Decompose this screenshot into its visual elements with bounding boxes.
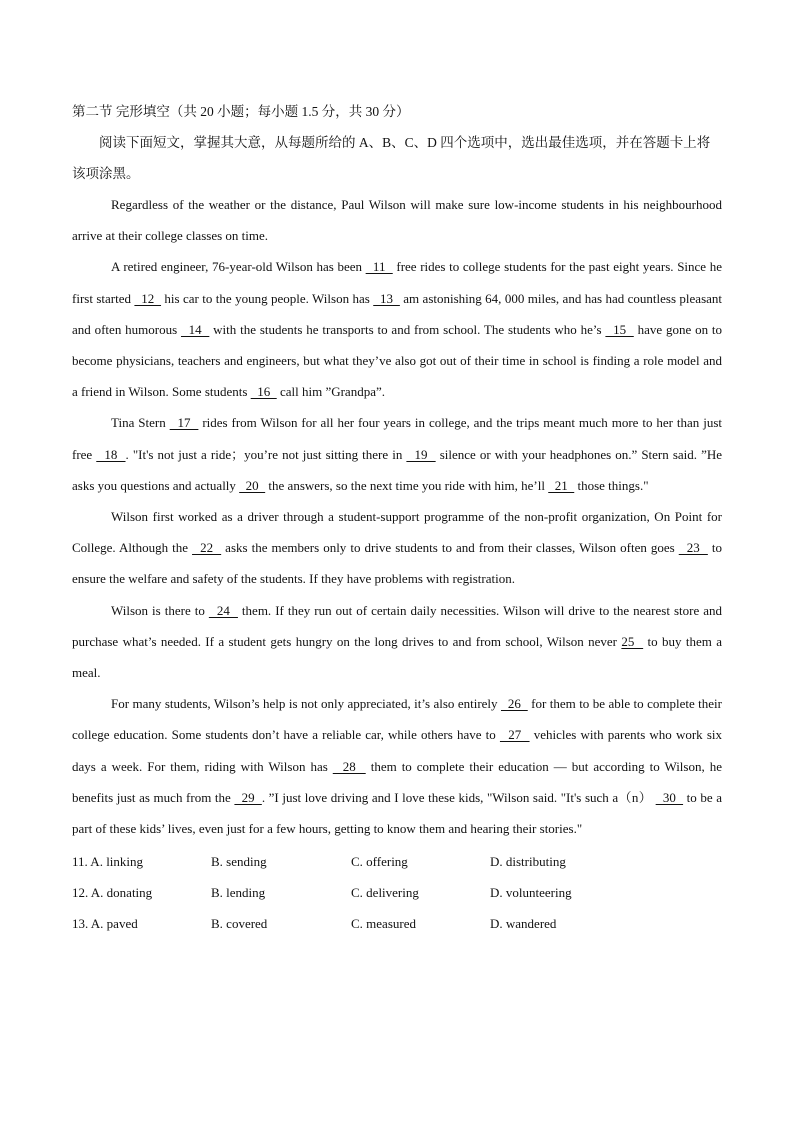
blank-number: 25: [621, 633, 644, 649]
blank-number: 22: [192, 540, 222, 556]
passage-text: vehicles with parents who work six days a week. For them, riding with Wilson has: [72, 727, 726, 774]
blank-number: 28: [332, 758, 366, 774]
option-b: B. lending: [211, 885, 266, 901]
blank-number: 12: [134, 290, 162, 306]
passage-text: Regardless of the weather or the distance, Paul Wilson will make sure low-income students in his neighbourhood arrive at their college classes on time.: [72, 197, 726, 244]
option-c: C. measured: [351, 916, 416, 932]
option-row: [72, 908, 722, 939]
blank-number: 29: [234, 789, 262, 805]
passage-text: those things.": [574, 477, 649, 493]
passage-text: Wilson first worked as a driver through a student-support programme of the non-profit organization, On Point for College. Although the: [72, 509, 726, 556]
option-row: [72, 846, 722, 877]
passage-text: to buy them a meal.: [72, 633, 726, 681]
passage-paragraph: [72, 501, 726, 595]
passage-text: . "It's not just a ride；you’re not just sitting there in: [125, 446, 407, 462]
option-b: B. covered: [211, 916, 268, 932]
passage: [72, 189, 726, 844]
passage-paragraph: [72, 189, 726, 251]
passage-text: for them to be able to complete their college education. Some students don’t have a reliable car, while others have to: [72, 696, 726, 743]
document-page: [72, 96, 726, 939]
option-a: 12. A. donating: [72, 885, 153, 901]
passage-paragraph: [72, 595, 726, 689]
option-b: B. sending: [211, 854, 267, 870]
passage-paragraph: [72, 688, 726, 844]
blank-number: 24: [208, 602, 238, 618]
passage-text: his car to the young people. Wilson has: [161, 290, 374, 306]
passage-text: Wilson is there to: [111, 602, 209, 618]
passage-text: asks the members only to drive students to and from their classes, Wilson often goes: [221, 540, 679, 556]
blank-number: 27: [499, 727, 530, 743]
option-c: C. offering: [351, 854, 408, 870]
option-c: C. delivering: [351, 885, 419, 901]
passage-text: free rides to college students for the past eight years. Since he first started: [72, 259, 726, 306]
blank-number: 14: [180, 321, 210, 337]
passage-paragraph: [72, 407, 726, 501]
passage-text: them to complete their education — but according to Wilson, he benefits just as much from the: [72, 758, 726, 805]
blank-number: 18: [96, 446, 126, 462]
passage-text: A retired engineer, 76-year-old Wilson has been: [111, 259, 366, 275]
blank-number: 30: [655, 789, 684, 805]
passage-paragraph: [72, 251, 726, 407]
blank-number: 20: [239, 477, 266, 493]
option-a: 11. A. linking: [72, 854, 144, 870]
passage-text: have gone on to become physicians, teachers and engineers, but what they’ve also got out of their time in school is finding a role model and a friend in Wilson. Some students: [72, 321, 726, 400]
option-d: D. wandered: [490, 916, 557, 932]
passage-text: them. If they run out of certain daily necessities. Wilson will drive to the nearest store and purchase what’s needed. If a student gets hungry on the long drives to and from school, Wilson never: [72, 602, 726, 649]
option-a: 13. A. paved: [72, 916, 138, 932]
passage-text: silence or with your headphones on.” Stern said. ”He asks you questions and actually: [72, 446, 726, 493]
passage-text: Tina Stern: [111, 415, 170, 431]
passage-text: to ensure the welfare and safety of the students. If they have problems with registration.: [72, 540, 726, 587]
blank-number: 19: [406, 446, 436, 462]
blank-number: 17: [169, 415, 199, 431]
section-heading: 第二节 完形填空（共 20 小题；每小题 1.5 分，共 30 分）: [72, 104, 410, 119]
passage-text: . ”I just love driving and I love these kids, "Wilson said. "It's such a（n）: [261, 789, 656, 805]
blank-number: 13: [373, 290, 400, 306]
passage-text: call him ”Grandpa”.: [276, 384, 385, 400]
option-d: D. volunteering: [490, 885, 572, 901]
passage-text: to be a part of these kids’ lives, even just for a few hours, getting to know them and hearing their stories.": [72, 789, 726, 837]
option-d: D. distributing: [490, 854, 566, 870]
passage-text: For many students, Wilson’s help is not only appreciated, it’s also entirely: [111, 696, 501, 712]
passage-text: am astonishing 64, 000 miles, and has had countless pleasant and often humorous: [72, 290, 726, 337]
blank-number: 11: [365, 259, 393, 275]
option-row: [72, 877, 722, 908]
blank-number: 15: [605, 321, 634, 337]
passage-text: the answers, so the next time you ride with him, he’ll: [265, 477, 549, 493]
blank-number: 26: [500, 696, 528, 712]
passage-text: rides from Wilson for all her four years in college, and the trips meant much more to her than just free: [72, 415, 726, 462]
section-instruction: 阅读下面短文，掌握其大意，从每题所给的 A、B、C、D 四个选项中，选出最佳选项，并在答题卡上将该项涂黑。: [72, 135, 711, 181]
answer-options: [72, 846, 722, 939]
blank-number: 16: [250, 384, 277, 400]
blank-number: 21: [548, 477, 575, 493]
passage-text: with the students he transports to and from school. The students who he’s: [209, 321, 606, 337]
blank-number: 23: [678, 540, 708, 556]
